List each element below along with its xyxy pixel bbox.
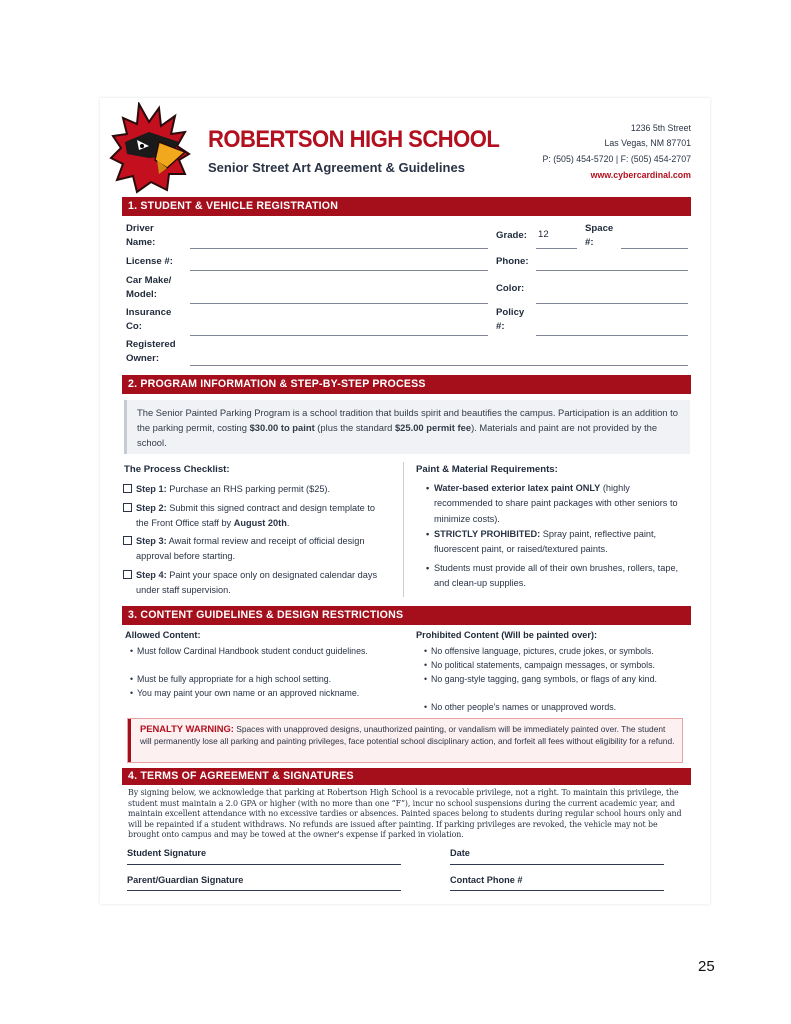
- license-label: License #:: [126, 256, 173, 267]
- material-item: • Water-based exterior latex paint ONLY (highly recommended to share paint packages with other seniors to minimize costs).: [426, 483, 678, 524]
- step-3: Step 3: Await formal review and receipt of official design approval before starting.: [123, 534, 385, 565]
- date-label: Date: [450, 848, 470, 858]
- step-1: Step 1: Purchase an RHS parking permit ($25).: [123, 482, 385, 497]
- penalty-text: Spaces with unapproved designs, unauthorized painting, or vandalism will be immediately painted over. The student will permanently lose all parking and painting privileges, face potential school disciplinary action, and forfeit all fees without eligibility for a refund.: [140, 724, 675, 747]
- insurance-field[interactable]: [190, 335, 488, 336]
- section-1-header: 1. STUDENT & VEHICLE REGISTRATION: [122, 197, 691, 216]
- phone-fax: P: (505) 454-5720 | F: (505) 454-2707: [542, 154, 691, 164]
- page-number: 25: [698, 958, 715, 975]
- column-divider: [403, 462, 404, 597]
- address-line-1: 1236 5th Street: [630, 123, 691, 133]
- allowed-item: • Must follow Cardinal Handbook student conduct guidelines.: [130, 646, 368, 656]
- penalty-label: PENALTY WARNING:: [140, 723, 234, 734]
- grade-value[interactable]: 12: [538, 229, 549, 240]
- prohibited-item: • No other people's names or unapproved words.: [424, 702, 617, 712]
- step-4: Step 4: Paint your space only on designated calendar days under staff supervision.: [123, 568, 385, 599]
- policy-label: Policy #:: [496, 307, 525, 332]
- section-3-header: 3. CONTENT GUIDELINES & DESIGN RESTRICTIONS: [122, 606, 691, 625]
- step-4-checkbox[interactable]: [123, 570, 132, 579]
- parent-signature-field[interactable]: [127, 890, 401, 891]
- prohibited-item: • No political statements, campaign messages, or symbols.: [424, 660, 655, 670]
- space-label: Space #:: [585, 223, 614, 248]
- contact-phone-field[interactable]: [450, 890, 664, 891]
- parent-signature-label: Parent/Guardian Signature: [127, 875, 244, 885]
- penalty-warning: [127, 718, 683, 763]
- driver-name-field[interactable]: [190, 248, 488, 249]
- phone-label: Phone:: [496, 256, 529, 267]
- material-item: • Students must provide all of their own brushes, rollers, tape, and clean-up supplies.: [426, 563, 679, 589]
- checklist-title: The Process Checklist:: [124, 464, 230, 475]
- website-link[interactable]: www.cybercardinal.com: [590, 170, 691, 180]
- material-item: • STRICTLY PROHIBITED: Spray paint, reflective paint, fluorescent paint, or raised/textured paints.: [426, 529, 657, 555]
- car-model-label: Car Make/ Model:: [126, 275, 172, 300]
- address-line-2: Las Vegas, NM 87701: [604, 138, 691, 148]
- license-field[interactable]: [190, 270, 488, 271]
- step-2-checkbox[interactable]: [123, 503, 132, 512]
- driver-name-label: Driver Name:: [126, 223, 156, 248]
- form-subtitle: Senior Street Art Agreement & Guidelines: [208, 160, 465, 175]
- policy-field[interactable]: [536, 335, 688, 336]
- prohibited-item: • No offensive language, pictures, crude jokes, or symbols.: [424, 646, 654, 656]
- contact-phone-label: Contact Phone #: [450, 875, 523, 885]
- materials-title: Paint & Material Requirements:: [416, 464, 558, 475]
- prohibited-item: • No gang-style tagging, gang symbols, or flags of any kind.: [424, 674, 657, 684]
- section-4-header: 4. TERMS OF AGREEMENT & SIGNATURES: [122, 768, 691, 785]
- agreement-sheet: [100, 98, 710, 904]
- student-signature-field[interactable]: [127, 864, 401, 865]
- terms-text: By signing below, we acknowledge that parking at Robertson High School is a revocable privilege, not a right. To maintain this privilege, the student must maintain a 2.0 GPA or higher (with no more than one “F”), incur no school suspensions during the current academic year, and maintain excellent attendance with no excessive tardies or absences. Painted spaces belong to students during regular school hours only and will be repainted if a student withdraws. No refunds are issued after painting. If parking privileges are revoked, the vehicle may not be brought onto campus and may be towed at the owner's expense if parked in violation.: [128, 788, 682, 840]
- school-name: ROBERTSON HIGH SCHOOL: [208, 126, 500, 153]
- prohibited-content-title: Prohibited Content (Will be painted over):: [416, 630, 598, 640]
- penalty-stripe: [128, 719, 131, 762]
- color-label: Color:: [496, 283, 525, 294]
- step-2: Step 2: Submit this signed contract and design template to the Front Office staff by August 20th.: [123, 501, 385, 532]
- step-1-checkbox[interactable]: [123, 484, 132, 493]
- registered-owner-label: Registered Owner:: [126, 339, 176, 364]
- grade-label: Grade:: [496, 230, 527, 241]
- registered-owner-field[interactable]: [190, 365, 688, 366]
- date-field[interactable]: [450, 864, 664, 865]
- student-signature-label: Student Signature: [127, 848, 207, 858]
- car-model-field[interactable]: [190, 303, 488, 304]
- program-intro: The Senior Painted Parking Program is a school tradition that builds spirit and beautifies the campus. Participation is an addition to the parking permit, costing $30.00 to paint (plus the standard $25.00 permit fee). Materials and paint are not provided by the school.: [124, 400, 690, 454]
- grade-field[interactable]: [536, 248, 577, 249]
- insurance-label: Insurance Co:: [126, 307, 172, 332]
- section-2-header: 2. PROGRAM INFORMATION & STEP-BY-STEP PROCESS: [122, 375, 691, 394]
- space-field[interactable]: [621, 248, 688, 249]
- phone-field[interactable]: [536, 270, 688, 271]
- color-field[interactable]: [536, 303, 688, 304]
- step-3-checkbox[interactable]: [123, 536, 132, 545]
- allowed-item: • You may paint your own name or an approved nickname.: [130, 688, 360, 698]
- allowed-content-title: Allowed Content:: [125, 630, 201, 640]
- cardinal-logo-icon: [109, 102, 193, 194]
- allowed-item: • Must be fully appropriate for a high school setting.: [130, 674, 332, 684]
